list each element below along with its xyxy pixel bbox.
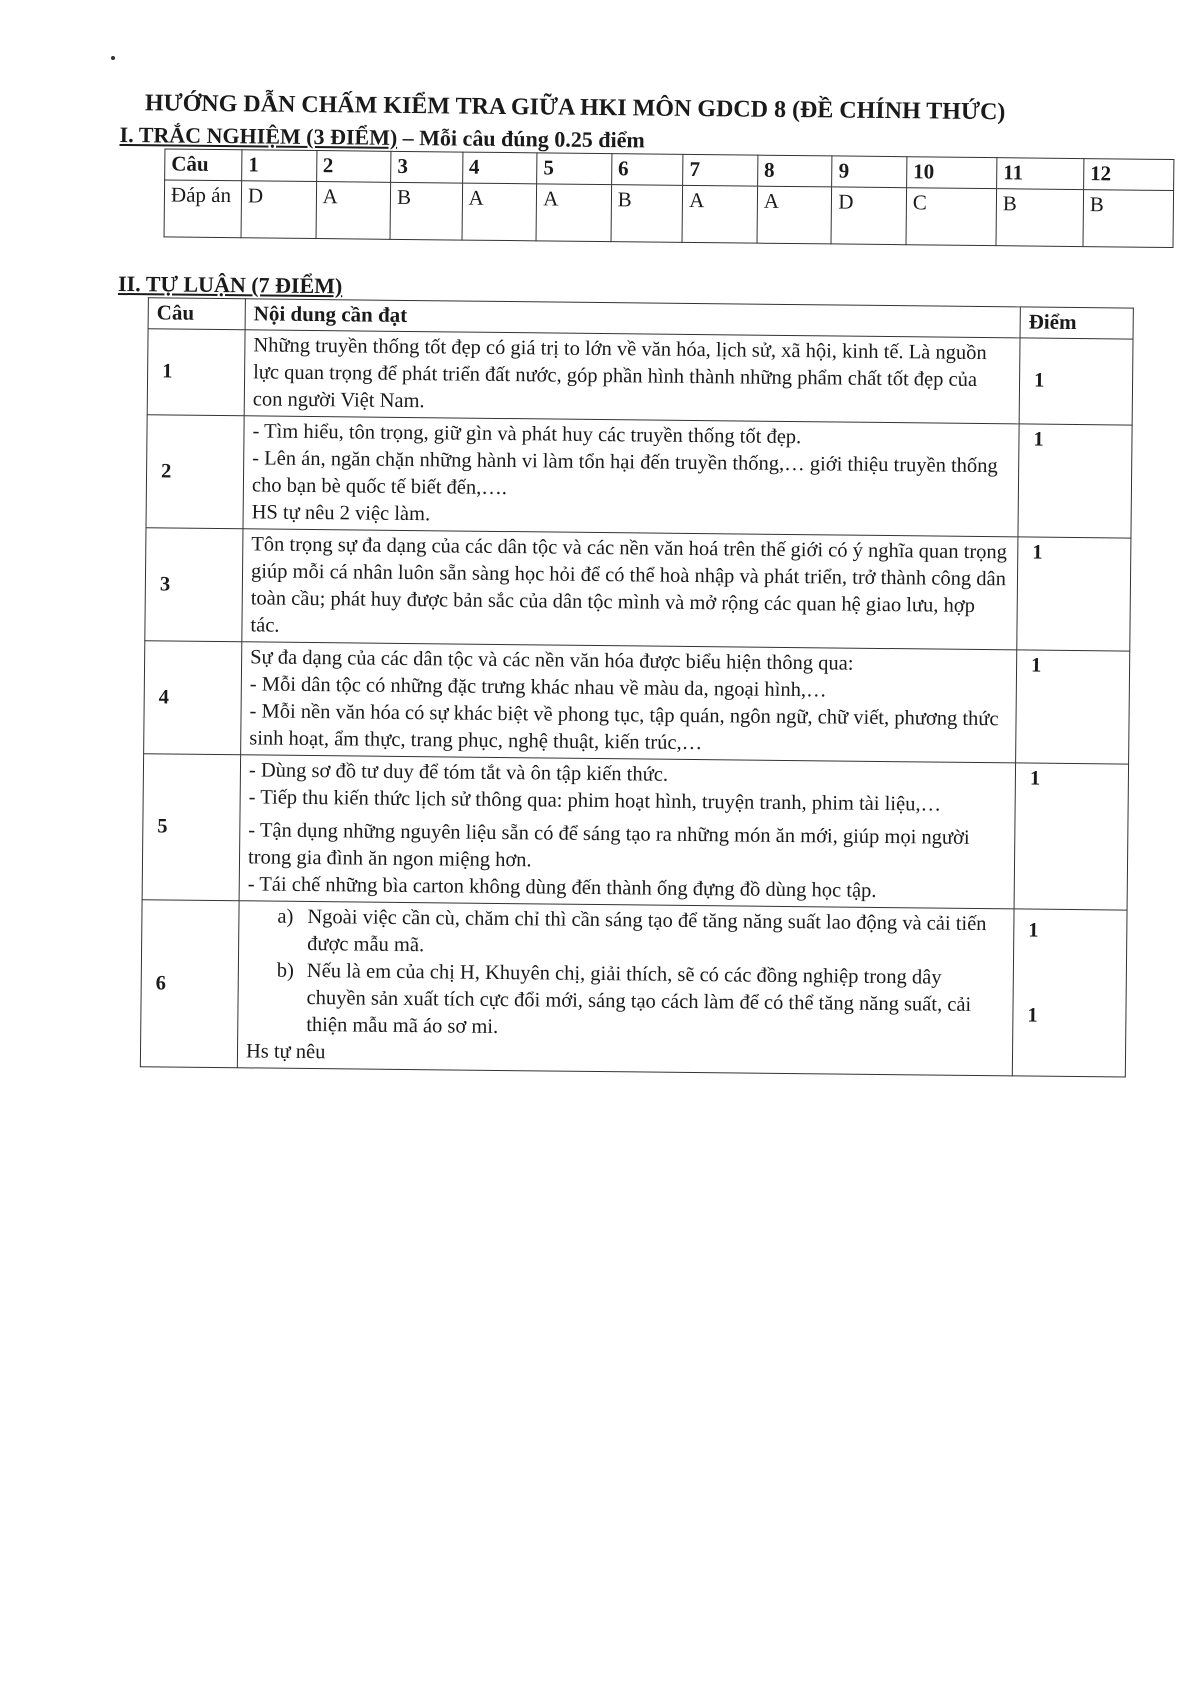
sub-text-a: Ngoài việc cần cù, chăm chỉ thì cần sáng tạo để tăng năng suất lao động và cải tiến được mẫu mã. [307, 905, 987, 957]
content-line: Sự đa dạng của các dân tộc và các nền văn hóa được biểu hiện thông qua: [250, 646, 854, 675]
essay-row-2 [146, 415, 1132, 538]
mc-answer-11: B [996, 189, 1084, 247]
content-line: Hs tự nêu [245, 1040, 326, 1064]
essay-row-number: 5 [142, 754, 241, 901]
content-line: - Tận dụng những nguyên liệu sẵn có để sáng tạo ra những món ăn mới, giúp mọi người trong gia đình ăn ngon miệng hơn. [247, 819, 970, 872]
mc-question-8: 8 [757, 155, 832, 187]
content-line: Tôn trọng sự đa dạng của các dân tộc và các nền văn hoá trên thế giới có ý nghĩa quan trọng giúp mỗi cá nhân luôn sẵn sàng học hỏi để có thể hoà nhập và phát triển, trở thành công dân toàn cầu; phát huy được bản sắc của dân tộc mình và mở rộng các quan hệ giao lưu, hợp tác. [250, 533, 1008, 637]
essay-table [140, 297, 1134, 1077]
mc-question-4: 4 [462, 152, 537, 184]
mc-answer-1: D [241, 181, 316, 239]
essay-row-content [241, 642, 1017, 763]
sub-answer-b [276, 958, 1005, 1047]
mc-answer-12: B [1083, 190, 1174, 248]
content-line: - Mỗi dân tộc có những đặc trưng khác nhau về màu da, ngoại hình,… [249, 673, 827, 702]
mc-question-5: 5 [537, 153, 612, 185]
sub-marker-a: a) [277, 905, 294, 928]
section2-heading: II. TỰ LUẬN (7 ĐIỂM) [117, 270, 343, 299]
essay-row-6 [140, 900, 1127, 1077]
section2-heading-line [118, 271, 343, 299]
essay-row-score: 1 [1019, 338, 1133, 425]
mc-answer-2: A [316, 182, 391, 240]
mc-question-6: 6 [611, 154, 683, 186]
score-a: 1 [1028, 919, 1039, 942]
essay-row-number: 1 [147, 329, 245, 416]
sub-marker-b: b) [276, 959, 295, 982]
essay-row-score: 1 [1017, 537, 1131, 651]
mc-answer-6: B [611, 185, 683, 243]
mc-question-3: 3 [391, 151, 463, 183]
mc-question-7: 7 [683, 154, 758, 186]
mc-answer-10: C [906, 188, 997, 246]
essay-row-scores [1012, 909, 1127, 1077]
content-line: Những truyền thống tốt đẹp có giá trị to lớn về văn hóa, lịch sử, xã hội, kinh tế. Là nguồn lực quan trọng để phát triển đất nước, góp phần hình thành những phẩm chất tốt đẹp của con người Việt Nam. [252, 334, 987, 413]
score-b: 1 [1027, 1004, 1038, 1027]
content-line: - Dùng sơ đồ tư duy để tóm tắt và ôn tập kiến thức. [248, 759, 669, 786]
mc-answer-9: D [831, 187, 906, 245]
content-line: - Lên án, ngăn chặn những hành vi làm tổn hại đến truyền thống,… giới thiệu truyền thống cho bạn bè quốc tế biết đến,…. [251, 447, 998, 500]
essay-row-number: 4 [144, 641, 242, 755]
essay-row-number: 3 [145, 528, 243, 642]
essay-row-score: 1 [1014, 763, 1129, 910]
mc-question-label: Câu [165, 149, 242, 181]
content-line: - Tìm hiểu, tôn trọng, giữ gìn và phát huy các truyền thống tốt đẹp. [252, 420, 802, 449]
essay-row-number: 2 [146, 415, 244, 529]
section1-heading: I. TRẮC NGHIỆM (3 ĐIỂM) [119, 121, 398, 150]
essay-row-number: 6 [140, 900, 239, 1068]
essay-row-content [242, 529, 1018, 650]
sub-text-b: Nếu là em của chị H, Khuyên chị, giải thích, sẽ có các đồng nghiệp trong dây chuyền sản xuất tích cực đổi mới, sáng tạo cách làm để có thể tăng năng suất, cải thiện mẫu mã áo sơ mi. [306, 959, 972, 1038]
mc-answer-7: A [682, 185, 757, 243]
content-line: - Mỗi nền văn hóa có sự khác biệt về phong tục, tập quán, ngôn ngữ, chữ viết, phương thức sinh hoạt, ẩm thực, trang phục, nghệ thuật, kiến trúc,… [249, 700, 999, 755]
essay-row-content [243, 416, 1019, 537]
mc-answer-row [164, 180, 1174, 248]
essay-row-content [244, 330, 1020, 424]
mc-question-11: 11 [997, 158, 1084, 190]
essay-col-content: Nội dung cần đạt [245, 299, 1020, 338]
essay-row-content [237, 901, 1014, 1076]
essay-row-1 [147, 329, 1133, 425]
content-line: - Tiếp thu kiến thức lịch sử thông qua: phim hoạt hình, truyện tranh, phim tài liệu,… [248, 786, 942, 816]
essay-row-4 [144, 641, 1130, 764]
essay-row-content [239, 755, 1015, 909]
mc-answer-5: A [536, 184, 611, 242]
essay-row-score: 1 [1016, 650, 1130, 764]
mc-question-12: 12 [1083, 159, 1173, 191]
content-line: - Tái chế những bìa carton không dùng đến thành ống đựng đồ dùng học tập. [247, 873, 877, 902]
mc-answer-3: B [390, 182, 462, 240]
multiple-choice-table [164, 148, 1175, 248]
essay-col-score: Điểm [1020, 307, 1133, 339]
essay-col-question: Câu [148, 298, 245, 330]
essay-row-score: 1 [1018, 424, 1132, 538]
mc-answer-8: A [757, 186, 832, 244]
section1-note: – Mỗi câu đúng 0.25 điểm [397, 124, 645, 153]
essay-row-3 [145, 528, 1131, 651]
page-title: HƯỚNG DẪN CHẤM KIỂM TRA GIỮA HKI MÔN GDCD 8 (ĐỀ CHÍNH THỨC) [144, 90, 1006, 126]
mc-question-1: 1 [242, 150, 317, 182]
mc-question-10: 10 [907, 157, 997, 189]
mc-question-2: 2 [316, 151, 391, 183]
mc-question-9: 9 [832, 156, 907, 188]
content-line: HS tự nêu 2 việc làm. [251, 501, 431, 526]
sub-answer-a [277, 904, 1006, 966]
essay-row-5 [142, 754, 1128, 910]
mc-answer-4: A [462, 183, 537, 241]
mc-answer-label: Đáp án [164, 180, 242, 238]
